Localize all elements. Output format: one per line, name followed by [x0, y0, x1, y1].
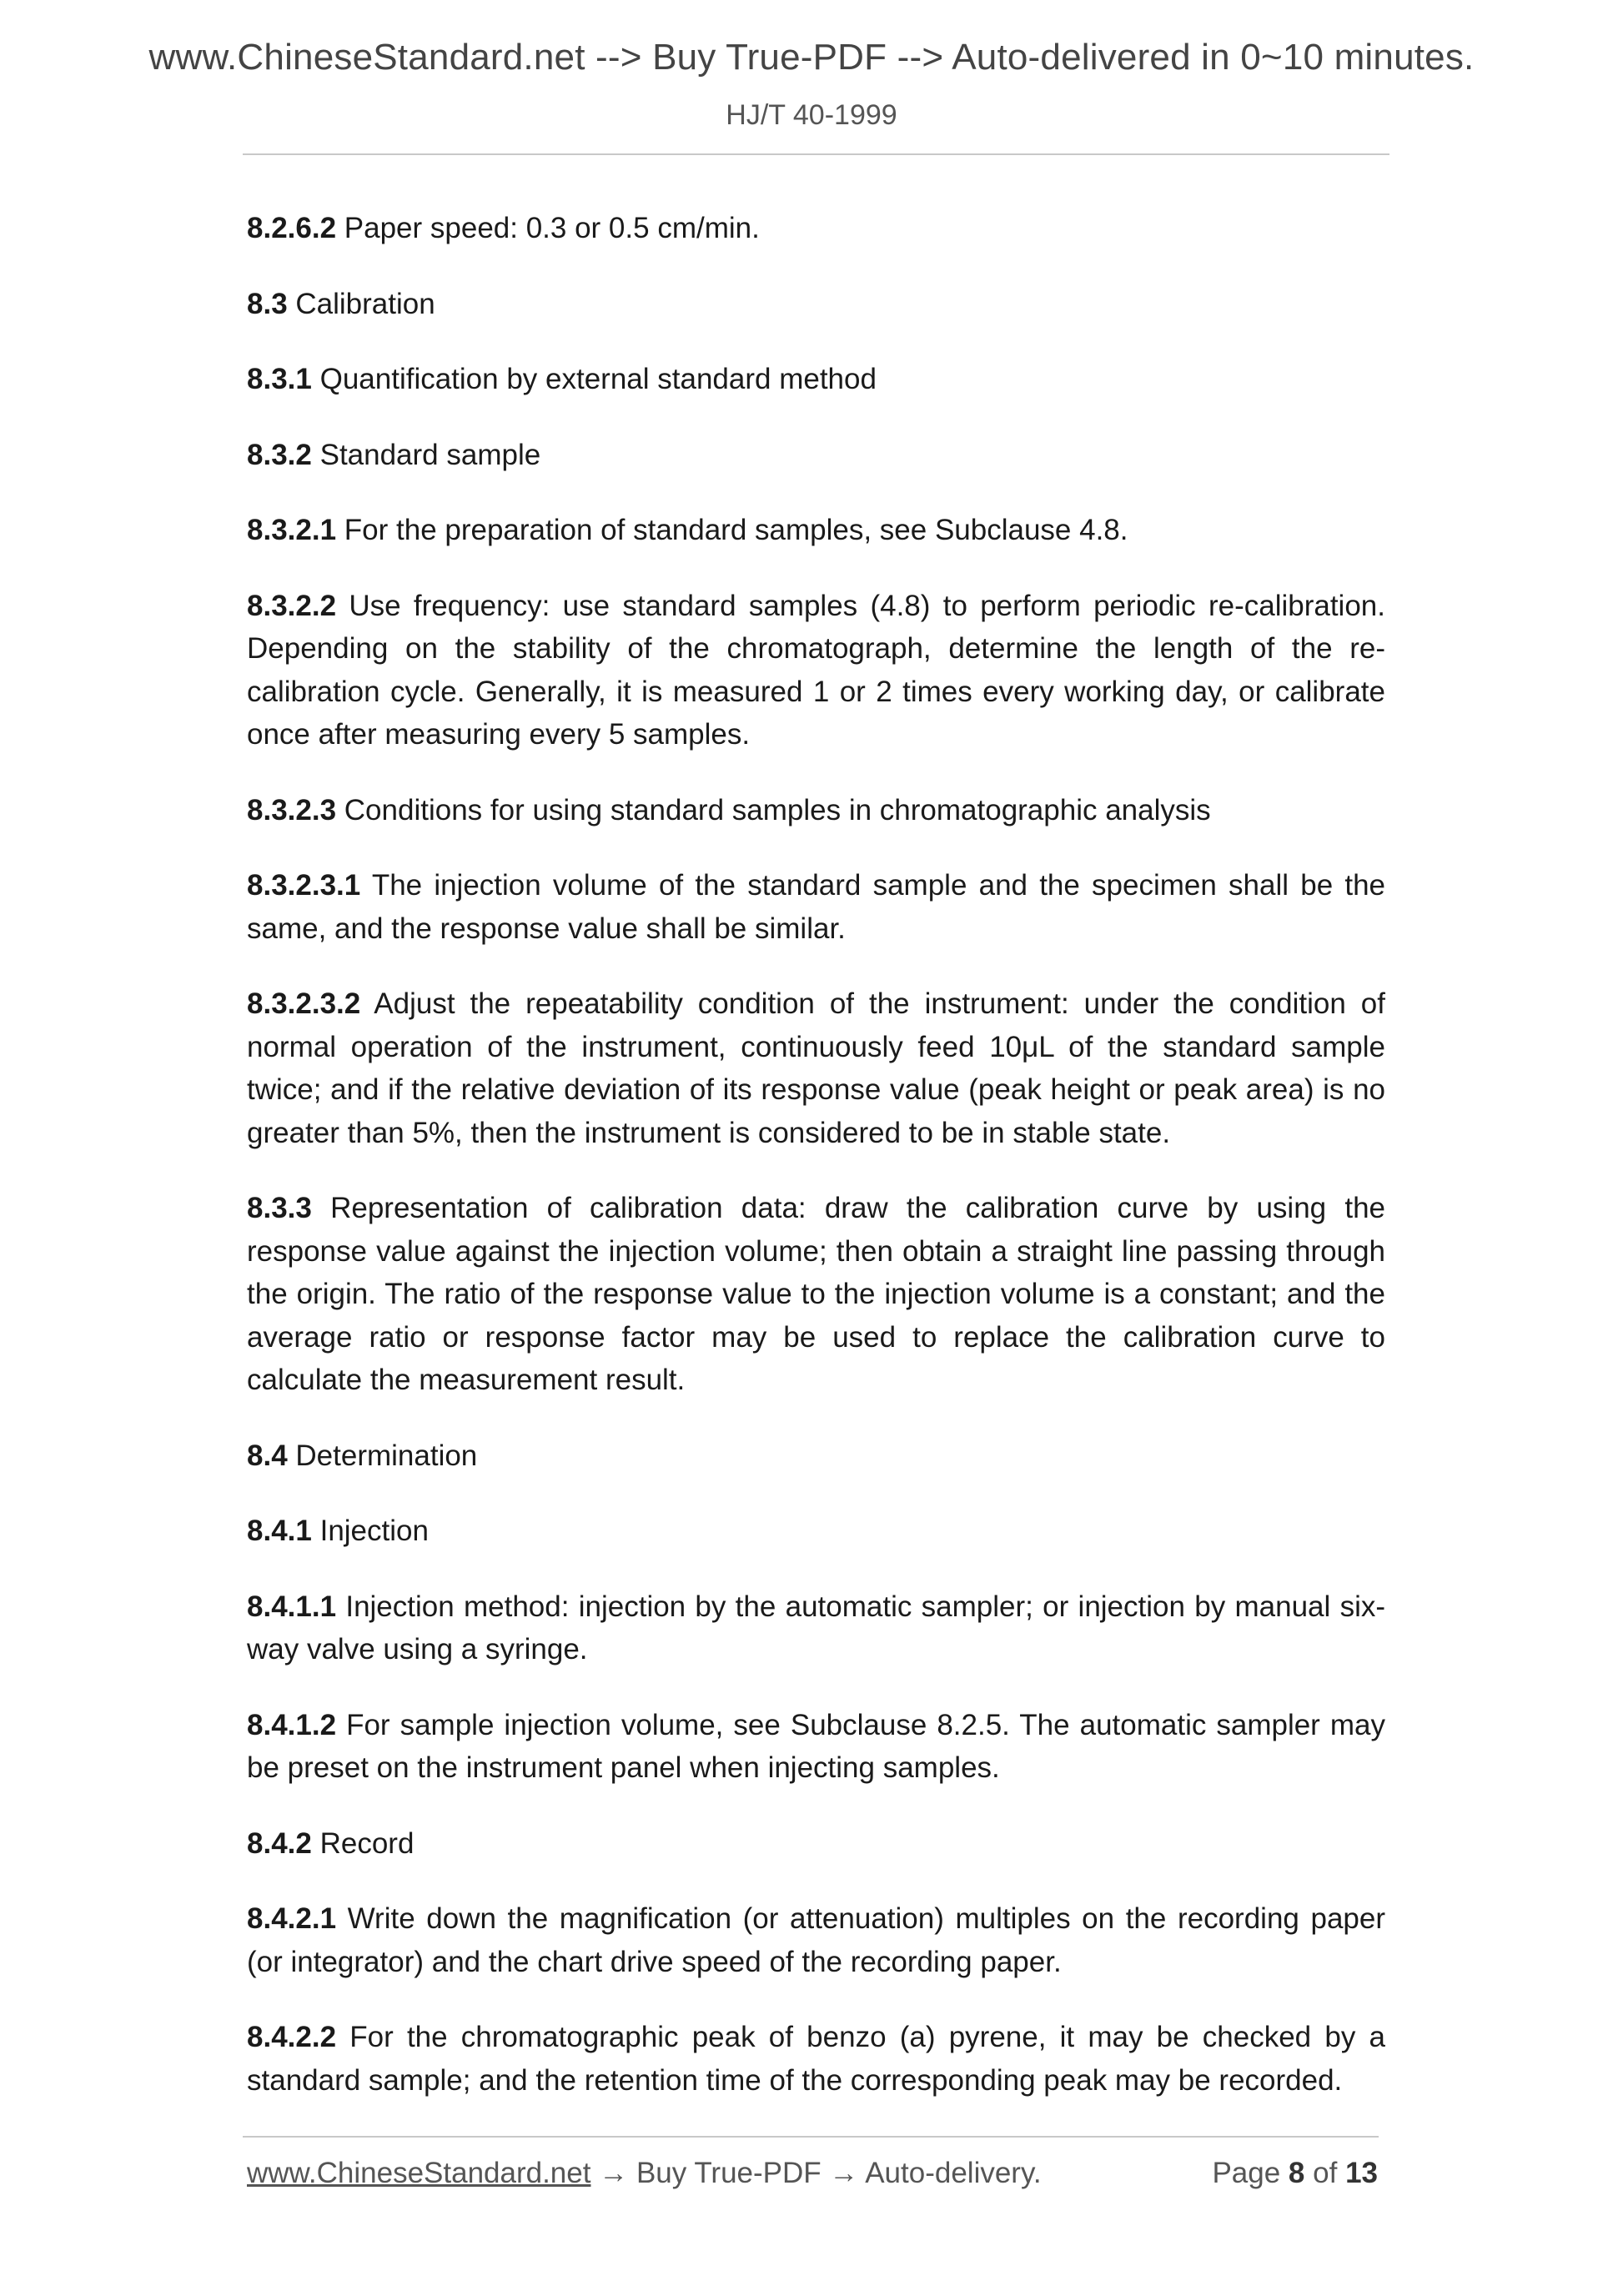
- clause-text: For the chromatographic peak of benzo (a) pyrene, it may be checked by a standard sample; and the retention time of the corresponding peak may be recorded.: [247, 2021, 1385, 2097]
- current-page: 8: [1288, 2157, 1305, 2189]
- site-link[interactable]: www.ChineseStandard.net: [247, 2157, 591, 2189]
- footer-divider: [243, 2136, 1379, 2138]
- clause-number: 8.4.2: [247, 1826, 312, 1860]
- header-divider: [243, 153, 1389, 155]
- clause-number: 8.3.2: [247, 438, 312, 471]
- page-label: Page: [1212, 2157, 1281, 2189]
- arrow-right-icon: →: [829, 2157, 859, 2189]
- clause-8-3-2-2: [247, 585, 1385, 756]
- clause-number: 8.4.2.2: [247, 2021, 337, 2053]
- clause-8-4-1-1: [247, 1585, 1385, 1671]
- clause-text: Record: [319, 1826, 415, 1860]
- clause-text: Quantification by external standard method: [319, 363, 877, 395]
- clause-8-3-2: [247, 434, 1385, 477]
- clause-8-4-1: [247, 1510, 1385, 1553]
- footer-promo: [247, 2157, 1042, 2190]
- clause-number: 8.3.2.3: [247, 793, 337, 826]
- clause-text: Calibration: [295, 287, 435, 320]
- clause-8-4-2: [247, 1822, 1385, 1866]
- clause-text: Representation of calibration data: draw the calibration curve by using the response value against the injection volume; then obtain a straight line passing through the origin. The ratio of the response value to the injection volume is a constant; and the average ratio or response factor may be used to replace the calibration curve to calculate the measurement result.: [247, 1192, 1385, 1396]
- clause-8-3-2-3: [247, 789, 1385, 832]
- clause-text: For sample injection volume, see Subclause 8.2.5. The automatic sampler may be preset on the instrument panel when injecting samples.: [247, 1708, 1385, 1784]
- clause-text: Injection method: injection by the automatic sampler; or injection by manual six-way valve using a syringe.: [247, 1590, 1385, 1665]
- clause-8-3: [247, 283, 1385, 326]
- clause-8-4-2-2: [247, 2016, 1385, 2102]
- page-footer: [247, 2157, 1381, 2198]
- clause-number: 8.4.2.1: [247, 1902, 337, 1935]
- of-label: of: [1313, 2157, 1338, 2189]
- page-indicator: [1212, 2157, 1378, 2190]
- arrow-right-icon: →: [599, 2157, 629, 2189]
- clause-text: Paper speed: 0.3 or 0.5 cm/min.: [344, 212, 760, 244]
- clause-number: 8.3.2.3.2: [247, 987, 361, 1020]
- clause-text: The injection volume of the standard sample and the specimen shall be the same, and the response value shall be similar.: [247, 869, 1386, 945]
- clause-8-4-2-1: [247, 1897, 1385, 1983]
- clause-number: 8.3: [247, 287, 288, 320]
- clause-text: Write down the magnification (or attenuation) multiples on the recording paper (or integrator) and the chart drive speed of the recording paper.: [247, 1902, 1385, 1978]
- clause-number: 8.4.1.1: [247, 1590, 337, 1623]
- top-banner: www.ChineseStandard.net --> Buy True-PDF --> Auto-delivered in 0~10 minutes.: [148, 37, 1475, 78]
- clause-number: 8.2.6.2: [247, 212, 337, 244]
- clause-8-3-2-3-2: [247, 982, 1385, 1154]
- clause-number: 8.4.1.2: [247, 1708, 337, 1741]
- total-pages: 13: [1345, 2157, 1378, 2189]
- clause-number: 8.4.1: [247, 1515, 312, 1547]
- clause-number: 8.4: [247, 1439, 288, 1472]
- delivery-text: Auto-delivery.: [865, 2157, 1042, 2189]
- standard-code: HJ/T 40-1999: [726, 99, 897, 131]
- clause-number: 8.3.2.2: [247, 589, 337, 622]
- clause-number: 8.3.2.1: [247, 514, 337, 546]
- buy-text: Buy True-PDF: [636, 2157, 822, 2189]
- clause-8-3-1: [247, 358, 1385, 401]
- clause-8-3-2-1: [247, 509, 1385, 552]
- clause-text: Standard sample: [319, 438, 541, 471]
- clause-text: Injection: [319, 1515, 429, 1547]
- clause-8-3-3: [247, 1187, 1385, 1402]
- clause-8-4: [247, 1434, 1385, 1478]
- clause-text: Adjust the repeatability condition of the instrument: under the condition of normal operation of the instrument, continuously feed 10μL of the standard sample twice; and if the relative deviation of its response value (peak height or peak area) is no greater than 5%, then the instrument is considered to be in stable state.: [247, 987, 1385, 1149]
- clause-number: 8.3.1: [247, 363, 312, 395]
- document-body: [247, 207, 1385, 2134]
- clause-text: Use frequency: use standard samples (4.8) to perform periodic re-calibration. Depending on the stability of the chromatograph, determine the length of the re-calibration cycle. Generally, it is measured 1 or 2 times every working day, or calibrate once after measuring every 5 samples.: [247, 589, 1385, 751]
- clause-8-2-6-2: [247, 207, 1385, 250]
- clause-text: Conditions for using standard samples in chromatographic analysis: [344, 793, 1211, 826]
- clause-8-3-2-3-1: [247, 864, 1385, 950]
- clause-number: 8.3.2.3.1: [247, 869, 361, 902]
- clause-8-4-1-2: [247, 1704, 1385, 1790]
- clause-text: Determination: [295, 1439, 478, 1472]
- clause-number: 8.3.3: [247, 1192, 312, 1224]
- clause-text: For the preparation of standard samples, see Subclause 4.8.: [344, 514, 1128, 546]
